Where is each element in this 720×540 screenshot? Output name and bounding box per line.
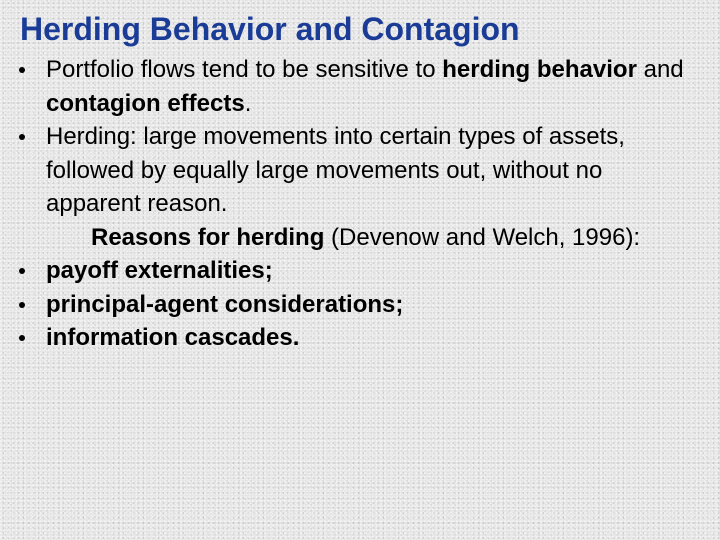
- item-emphasis: contagion effects: [46, 89, 245, 117]
- bullet-icon: [19, 335, 25, 341]
- item-emphasis: Reasons for herding: [91, 223, 325, 251]
- item-text: Portfolio flows tend to be sensitive to: [46, 56, 443, 83]
- bullet-icon: [19, 67, 25, 73]
- list-item: [0, 120, 700, 221]
- bullet-icon: [19, 134, 25, 140]
- item-text: and: [636, 56, 684, 83]
- item-text: (Devenow and Welch, 1996):: [324, 223, 641, 251]
- list-item: [0, 321, 700, 355]
- slide-title: Herding Behavior and Contagion: [20, 11, 520, 47]
- item-text: information cascades.: [46, 324, 300, 351]
- item-text: payoff externalities;: [46, 257, 273, 284]
- bullet-icon: [19, 268, 25, 274]
- item-text: Herding: large movements into certain types of assets, followed by equally large movements out, without no apparent reason.: [46, 123, 625, 217]
- bullet-list: [0, 53, 700, 355]
- item-text: .: [244, 89, 252, 117]
- item-emphasis: herding behavior: [442, 56, 637, 83]
- list-item: [0, 254, 700, 288]
- list-item: [0, 53, 700, 120]
- item-text: principal-agent considerations;: [46, 290, 404, 318]
- list-item-continuation: [0, 221, 700, 255]
- bullet-icon: [19, 302, 25, 308]
- list-item: [0, 288, 700, 322]
